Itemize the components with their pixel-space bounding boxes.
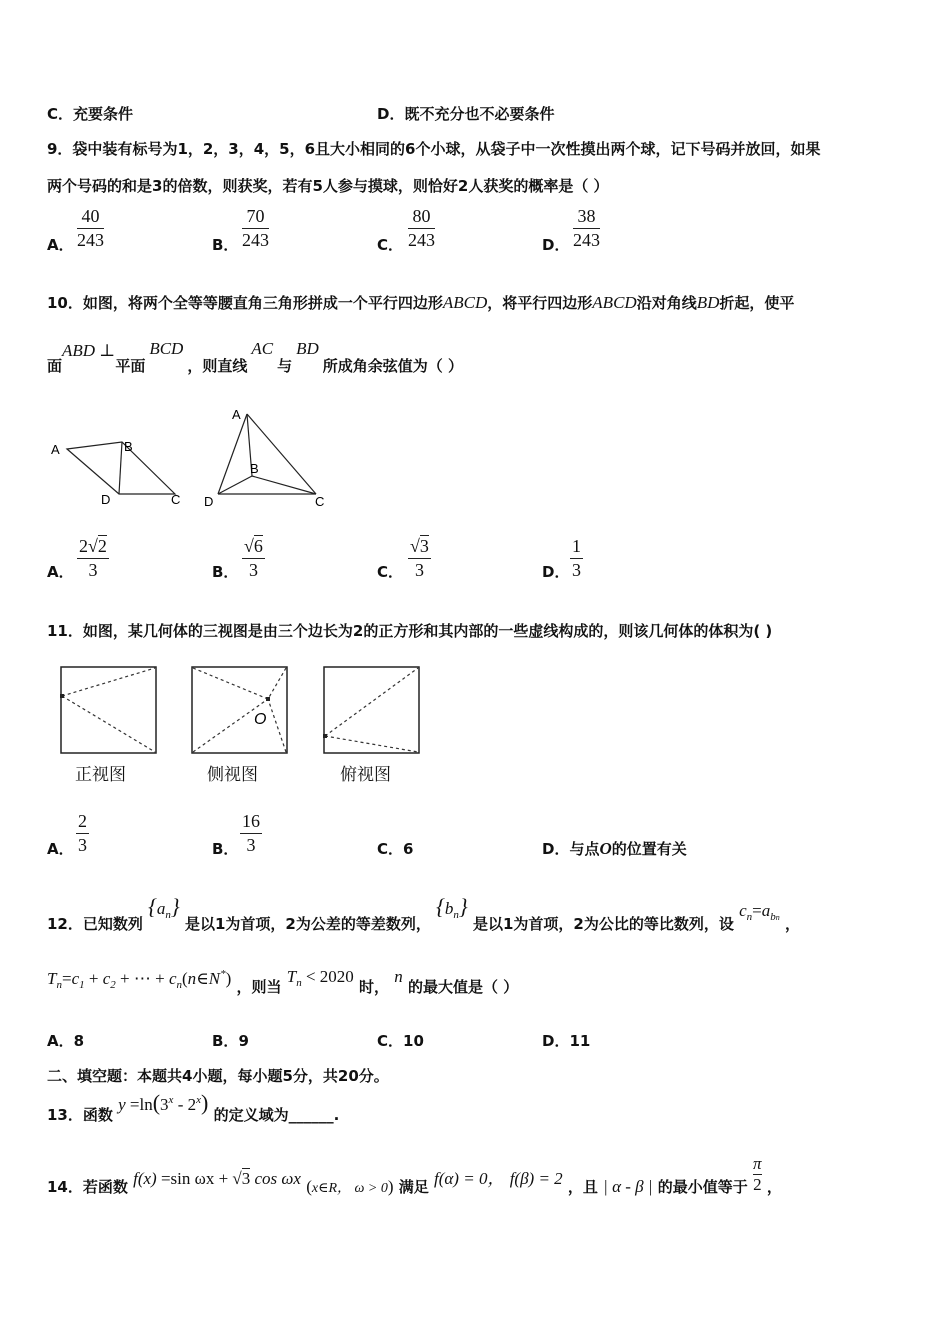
math-abcd-2: ABCD	[592, 293, 637, 312]
q9-line1: 9．袋中装有标号为1，2，3，4，5，6且大小相同的6个小球，从袋子中一次性摸出两个球，记下号码并放回，如果	[47, 140, 821, 158]
option-text: 既不充分也不必要条件	[404, 105, 555, 123]
q11-option-c: C．6	[377, 840, 414, 858]
q9-option-d-fraction: 38 243	[573, 206, 600, 250]
point-o-label: O	[254, 711, 267, 728]
q12-option-c: C．10	[377, 1032, 424, 1050]
q10-option-c-fraction: √3 3	[410, 536, 429, 580]
label-b: B	[124, 439, 133, 454]
math-seq-b: $\{b_n\}$	[436, 894, 468, 921]
q11-option-a-letter: A．	[47, 840, 74, 858]
q9-option-b-fraction: 70 243	[242, 206, 269, 250]
q10-line2: 面ABD ⊥平面BCD，则直线AC与BD所成角余弦值为（ ）	[47, 339, 463, 375]
q11-option-a-fraction: 2 3	[78, 811, 87, 855]
math-f-beta: f(β) = 2	[509, 1169, 563, 1188]
math-tn-sum: $T_n=c_1 + c_2$ + ⋯ + $c_n(n\in N^*)$	[47, 968, 232, 991]
top-view-label: 俯视图	[340, 765, 391, 785]
math-bcd: BCD	[149, 339, 184, 358]
option-text: 充要条件	[73, 105, 134, 123]
math-tn-bound: $T_n < 2020$	[286, 967, 354, 989]
math-seq-a: $\{a_n\}$	[148, 894, 180, 921]
math-ln-expr: $y =\ln(3^x - 2^x)$	[118, 1090, 209, 1115]
math-function-def: f(x) =sin ωx + √3 cos ωx	[133, 1169, 301, 1188]
q11-option-b-letter: B．	[212, 840, 239, 858]
math-n: n	[394, 967, 403, 986]
q9-option-b-letter: B．	[212, 236, 239, 254]
side-view-label: 侧视图	[207, 765, 258, 785]
label-d: D	[101, 492, 111, 507]
q12-line2: $T_n=c_1 + c_2$ + ⋯ + $c_n(n\in N^*)$ ，则当 $T_n < 2020$ 时， n 的最大值是（ ）	[47, 967, 519, 996]
q10-line1: 10．如图，将两个全等等腰直角三角形拼成一个平行四边形ABCD，将平行四边形ABCD沿对角线BD折起，使平	[47, 293, 795, 312]
q9-line2: 两个号码的和是3的倍数，则获奖，若有5人参与摸球，则恰好2人获奖的概率是（ ）	[47, 177, 609, 195]
math-f-alpha: f(α) = 0，	[434, 1169, 505, 1188]
q12-option-b: B．9	[212, 1032, 249, 1050]
front-view-figure	[58, 664, 160, 756]
q10-option-d-letter: D．	[542, 563, 570, 581]
q8-option-d	[377, 103, 554, 124]
q13-line: 13．函数 $y =\ln(3^x - 2^x)$ 的定义域为______.	[47, 1090, 340, 1124]
q9-option-a-fraction: 40 243	[77, 206, 104, 250]
label-d: D	[204, 494, 214, 509]
math-ac: AC	[251, 339, 274, 358]
tetrahedron-figure	[198, 402, 338, 517]
q10-option-b-letter: B．	[212, 563, 239, 581]
q9-option-a-letter: A．	[47, 236, 74, 254]
math-abs-diff: | α - β |	[603, 1177, 653, 1196]
q11-text: 11．如图，某几何体的三视图是由三个边长为2的正方形和其内部的一些虚线构成的，则该几何体的体积为( )	[47, 622, 773, 640]
q10-option-d-fraction: 1 3	[572, 536, 581, 580]
math-pi-over-2: $\frac{\pi}{2}$	[753, 1154, 762, 1194]
label-b: B	[250, 461, 259, 476]
parallelogram-figure	[45, 432, 195, 512]
label-a: A	[232, 407, 241, 422]
q10-option-b-fraction: √6 3	[244, 536, 263, 580]
q9-option-c-fraction: 80 243	[408, 206, 435, 250]
top-view-figure	[321, 664, 423, 756]
label-c: C	[171, 492, 181, 507]
q10-option-c-letter: C．	[377, 563, 404, 581]
q14-line: 14．若函数 f(x) =sin ωx + √3 cos ωx (x∈R， ω > 0) 满足 f(α) = 0， f(β) = 2 ，且 | α - β | 的最小值等于 $\frac{\pi}{2}$ ，	[47, 1154, 782, 1196]
q9-option-d-letter: D．	[542, 236, 570, 254]
q11-option-b-fraction: 16 3	[242, 811, 260, 855]
math-abd-perp: ABD ⊥	[62, 341, 116, 360]
q8-option-c	[47, 103, 133, 124]
side-view-figure	[189, 664, 291, 756]
label-a: A	[51, 442, 60, 457]
math-bd-2: BD	[296, 339, 319, 358]
q11-option-d: D．与点O的位置有关	[542, 839, 687, 858]
math-cn-def: $c_n=a_{bn}$	[739, 901, 780, 923]
math-bd: BD	[696, 293, 720, 312]
q10-option-a-fraction: 2√2 3	[79, 536, 107, 580]
label-c: C	[315, 494, 325, 509]
q12-option-d: D．11	[542, 1032, 591, 1050]
front-view-label: 正视图	[75, 765, 126, 785]
q12-option-a: A．8	[47, 1032, 85, 1050]
option-letter: C．	[47, 105, 74, 123]
option-letter: D．	[377, 105, 405, 123]
math-domain-cond: (x∈R， ω > 0)	[306, 1177, 394, 1196]
math-abcd: ABCD	[442, 293, 488, 312]
q10-option-a-letter: A．	[47, 563, 74, 581]
q9-option-c-letter: C．	[377, 236, 404, 254]
section-heading: 二、填空题：本题共4小题，每小题5分，共20分。	[47, 1067, 389, 1085]
q12-line1: 12．已知数列 $\{a_n\}$ 是以1为首项，2为公差的等差数列， $\{b_n\}$ 是以1为首项，2为公比的等比数列，设 $c_n=a_{bn}$ ，	[47, 894, 800, 933]
